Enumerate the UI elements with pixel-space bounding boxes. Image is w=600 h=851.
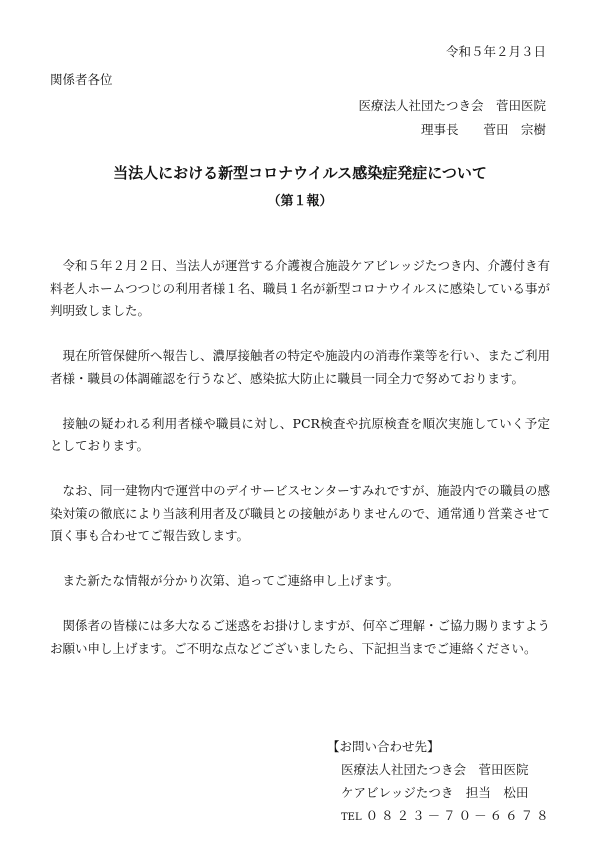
contact-block	[327, 735, 552, 829]
contact-heading: 【お問い合わせ先】	[327, 739, 440, 754]
body-paragraph: 接触の疑われる利用者様や職員に対し、PCR検査や抗原検査を順次実施していく予定としております。	[50, 415, 550, 453]
sender-organization: 医療法人社団たつき会 菅田医院	[358, 98, 546, 113]
body-paragraph: 関係者の皆様には多大なるご迷惑をお掛けしますが、何卒ご理解・ご協力賜りますようお願い申し上げます。ご不明な点などございましたら、下記担当までご連絡ください。	[50, 618, 551, 656]
document-body	[50, 255, 550, 683]
body-paragraph: また新たな情報が分かり次第、追ってご連絡申し上げます。	[62, 573, 400, 588]
document-subtitle: （第１報）	[267, 194, 333, 209]
body-paragraph: なお、同一建物内で運営中のデイサービスセンターすみれですが、施設内での職員の感染対策の徹底により当該利用者及び職員との接触がありませんので、通常通り営業させて頂く事も合わせてご報告致します。	[50, 483, 550, 543]
addressee: 関係者各位	[50, 72, 113, 87]
document-date: 令和５年２月３日	[445, 44, 546, 59]
phone-number: ０８２３－７０－６６７８	[365, 808, 552, 823]
contact-organization: 医療法人社団たつき会 菅田医院	[341, 762, 529, 777]
sender-person: 理事長 菅田 宗樹	[420, 122, 546, 137]
body-paragraph: 令和５年２月２日、当法人が運営する介護複合施設ケアビレッジたつき内、介護付き有料老人ホームつつじの利用者様１名、職員１名が新型コロナウイルスに感染している事が判明致しました。	[50, 258, 550, 318]
contact-person: ケアビレッジたつき 担当 松田	[341, 785, 529, 800]
document-title: 当法人における新型コロナウイルス感染症発症について	[113, 164, 487, 182]
contact-phone	[327, 804, 552, 829]
phone-label: TEL	[341, 812, 362, 823]
body-paragraph: 現在所管保健所へ報告し、濃厚接触者の特定や施設内の消毒作業等を行い、またご利用者様・職員の体調確認を行うなど、感染拡大防止に職員一同全力で努めております。	[50, 348, 551, 386]
